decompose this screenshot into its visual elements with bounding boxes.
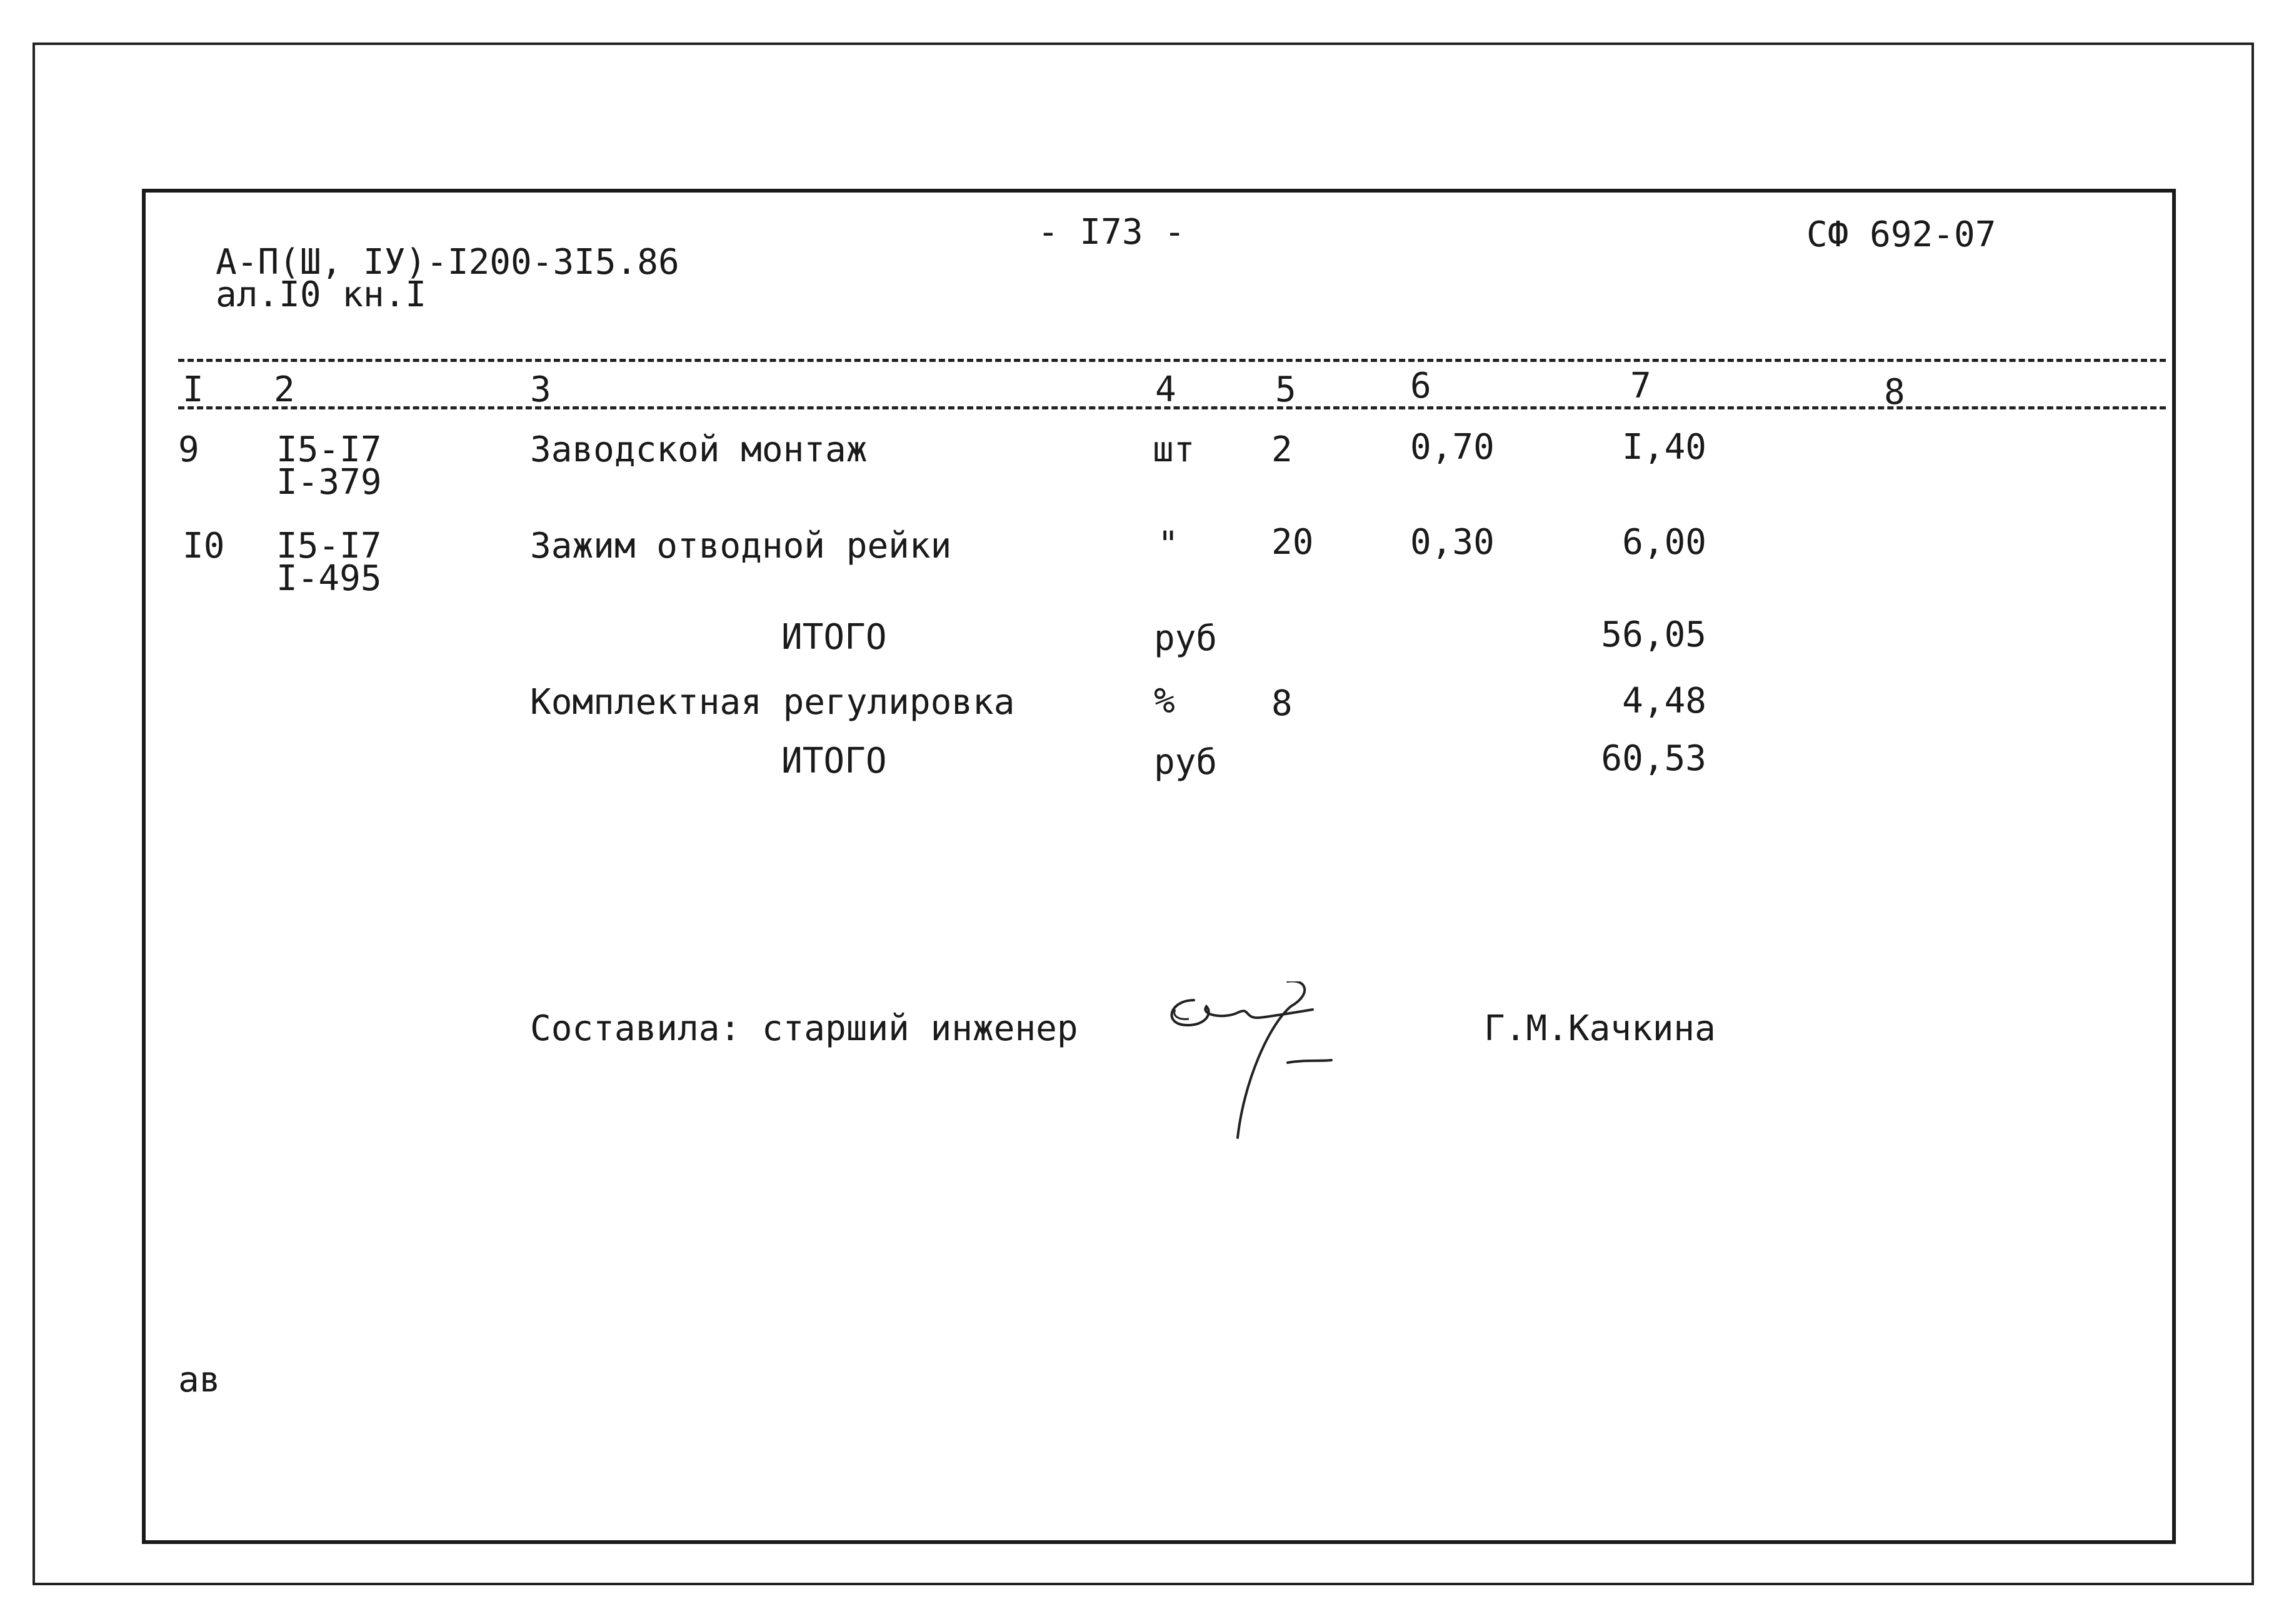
col-header-6: 6 bbox=[1410, 366, 1431, 406]
compiled-by-label: Составила: старший инженер bbox=[530, 1008, 1078, 1049]
row-code-1: I5-I7 bbox=[276, 526, 382, 566]
page-number: - I73 - bbox=[1038, 212, 1186, 253]
adjustment-unit: % bbox=[1154, 681, 1175, 721]
adjustment-value: 4,48 bbox=[1622, 681, 1706, 721]
row-name: Заводской монтаж bbox=[530, 429, 868, 470]
row-code-1: I5-I7 bbox=[276, 429, 382, 470]
col-header-8: 8 bbox=[1884, 372, 1905, 413]
row-total: 6,00 bbox=[1622, 522, 1706, 563]
row-qty: 2 bbox=[1271, 429, 1293, 470]
row-total: I,40 bbox=[1622, 427, 1706, 468]
total-value: 56,05 bbox=[1601, 614, 1706, 655]
total-unit: руб bbox=[1154, 742, 1218, 783]
col-header-4: 4 bbox=[1155, 369, 1176, 410]
sheet-code: СФ 692-07 bbox=[1806, 214, 1996, 255]
row-number: 9 bbox=[178, 429, 199, 470]
row-code-2: I-379 bbox=[276, 462, 382, 503]
col-header-3: 3 bbox=[530, 369, 551, 410]
col-header-5: 5 bbox=[1275, 369, 1296, 410]
col-header-7: 7 bbox=[1630, 366, 1651, 406]
table-top-rule bbox=[178, 359, 2166, 362]
row-price: 0,30 bbox=[1410, 522, 1495, 563]
adjustment-percent: 8 bbox=[1271, 683, 1293, 724]
row-number: I0 bbox=[183, 526, 225, 566]
row-unit: шт bbox=[1153, 429, 1195, 470]
engineer-name: Г.М.Качкина bbox=[1484, 1008, 1716, 1049]
col-header-1: I bbox=[183, 369, 204, 410]
row-name: Зажим отводной рейки bbox=[530, 526, 952, 566]
total-label: ИТОГО bbox=[781, 617, 887, 658]
signature bbox=[1150, 981, 1444, 1169]
total-unit: руб bbox=[1154, 618, 1218, 659]
initials: ав bbox=[178, 1360, 221, 1400]
col-header-2: 2 bbox=[274, 369, 295, 410]
row-qty: 20 bbox=[1271, 522, 1314, 563]
adjustment-label: Комплектная регулировка bbox=[530, 682, 1015, 723]
row-unit: " bbox=[1158, 524, 1179, 565]
total-label: ИТОГО bbox=[781, 741, 887, 781]
row-code-2: I-495 bbox=[276, 558, 382, 599]
row-price: 0,70 bbox=[1410, 427, 1495, 468]
doc-code-line2: ал.I0 кн.I bbox=[216, 274, 427, 315]
doc-code-line1: А-П(Ш, IУ)-I200-3I5.86 bbox=[216, 242, 679, 283]
total-value: 60,53 bbox=[1601, 738, 1706, 779]
